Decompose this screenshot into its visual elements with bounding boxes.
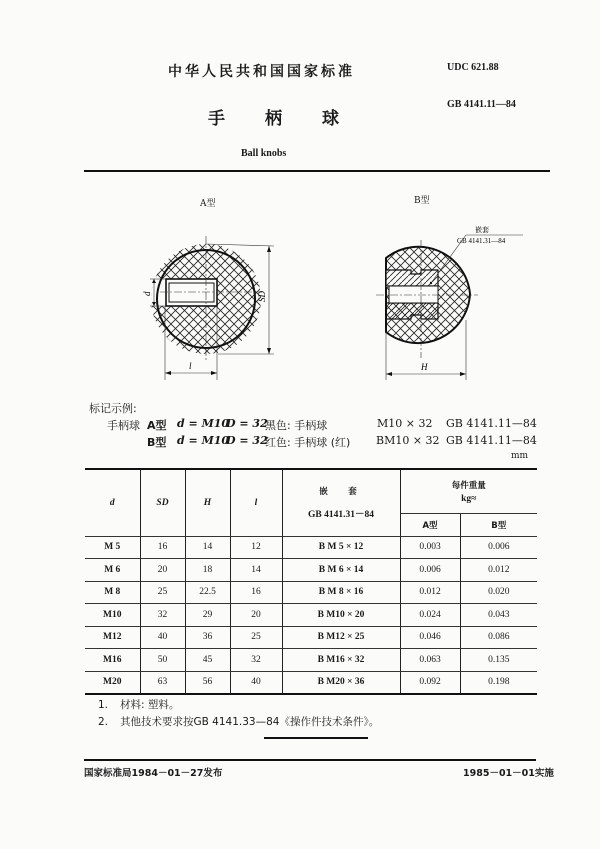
page-subtitle-en: Ball knobs [241, 148, 287, 159]
cell-sd: 25 [140, 581, 185, 604]
note-text: 材料: 塑料。 [120, 699, 180, 711]
marking-code: M10 × 32 [377, 417, 433, 430]
col-header-sd: SD [140, 469, 185, 536]
cell-d: M 6 [85, 559, 140, 582]
col-header-d: d [85, 469, 140, 536]
gb-number: GB 4141.11—84 [447, 99, 516, 110]
marking-name: 手柄球 [107, 419, 140, 432]
marking-d: d = M10 [177, 434, 230, 447]
cell-weight-a: 0.046 [400, 626, 460, 649]
table-row [85, 604, 537, 627]
figure-a-drawing [130, 230, 300, 390]
footer-divider [84, 759, 536, 761]
col-header-weight-b: B型 [460, 513, 537, 536]
marking-title: 标记示例: [89, 402, 137, 415]
cell-weight-a: 0.092 [400, 671, 460, 694]
figure-b-drawing [370, 220, 540, 385]
marking-D: D = 32 [226, 434, 268, 447]
cell-sd: 32 [140, 604, 185, 627]
cell-weight-a: 0.012 [400, 581, 460, 604]
note-item [98, 697, 179, 712]
cell-weight-b: 0.086 [460, 626, 537, 649]
cell-d: M16 [85, 649, 140, 672]
note-number: 1. [98, 699, 109, 711]
cell-sd: 50 [140, 649, 185, 672]
note-text: 其他技术要求按GB 4141.33—84《操作件技术条件》。 [120, 716, 380, 728]
spec-table [85, 468, 537, 695]
cell-sd: 63 [140, 671, 185, 694]
marking-d: d = M10 [177, 417, 230, 430]
end-divider [264, 737, 368, 739]
marking-type: B型 [147, 436, 167, 449]
note-item [98, 714, 379, 729]
marking-std: GB 4141.11—84 [446, 434, 537, 447]
cell-l: 20 [230, 604, 282, 627]
cell-d: M 8 [85, 581, 140, 604]
weight-title: 每件重量 [451, 480, 486, 491]
cell-weight-a: 0.003 [400, 536, 460, 559]
cell-h: 36 [185, 626, 230, 649]
insert-label: 嵌套 [475, 226, 489, 234]
insert-title: 嵌 套 [319, 487, 363, 498]
page-title: 手柄球 [208, 109, 379, 129]
cell-sd: 40 [140, 626, 185, 649]
marking-D: D = 32 [226, 417, 268, 430]
cell-d: M10 [85, 604, 140, 627]
cell-l: 40 [230, 671, 282, 694]
table-row [85, 649, 537, 672]
cell-l: 12 [230, 536, 282, 559]
marking-desc: 红色: 手柄球 (红) [265, 436, 351, 449]
cell-insert: B M16 × 32 [282, 649, 400, 672]
cell-h: 14 [185, 536, 230, 559]
cell-weight-b: 0.135 [460, 649, 537, 672]
marking-std: GB 4141.11—84 [446, 417, 537, 430]
cell-sd: 20 [140, 559, 185, 582]
header-divider [84, 170, 550, 172]
cell-d: M12 [85, 626, 140, 649]
cell-h: 29 [185, 604, 230, 627]
marking-desc: 黑色: 手柄球 [265, 419, 328, 432]
col-header-h: H [185, 469, 230, 536]
cell-weight-b: 0.020 [460, 581, 537, 604]
cell-weight-a: 0.063 [400, 649, 460, 672]
cell-h: 45 [185, 649, 230, 672]
table-row [85, 671, 537, 694]
cell-h: 56 [185, 671, 230, 694]
cell-l: 14 [230, 559, 282, 582]
marking-type: A型 [147, 419, 167, 432]
figure-a-label: A型 [200, 199, 216, 209]
standard-name: 中华人民共和国国家标准 [168, 64, 355, 80]
issue-date: 国家标准局1984－01－27发布 [84, 768, 223, 779]
figure-b-label: B型 [414, 196, 430, 206]
insert-ref: GB 4141.31—84 [457, 237, 506, 245]
weight-unit: kg≈ [461, 493, 477, 504]
effective-date: 1985－01－01实施 [463, 768, 554, 779]
cell-insert: B M 8 × 16 [282, 581, 400, 604]
col-header-l: l [230, 469, 282, 536]
cell-d: M20 [85, 671, 140, 694]
table-row [85, 626, 537, 649]
cell-weight-b: 0.198 [460, 671, 537, 694]
cell-d: M 5 [85, 536, 140, 559]
col-header-weight-a: A型 [400, 513, 460, 536]
dim-l-label: l [189, 361, 192, 371]
marking-code: BM10 × 32 [376, 434, 440, 447]
cell-weight-b: 0.043 [460, 604, 537, 627]
cell-sd: 16 [140, 536, 185, 559]
cell-weight-a: 0.024 [400, 604, 460, 627]
note-number: 2. [98, 716, 109, 728]
table-row [85, 559, 537, 582]
cell-insert: B M 6 × 14 [282, 559, 400, 582]
cell-insert: B M20 × 36 [282, 671, 400, 694]
dim-h-label: H [421, 362, 428, 372]
dim-sd-label: SD [257, 291, 267, 302]
udc-code: UDC 621.88 [447, 62, 499, 73]
cell-insert: B M 5 × 12 [282, 536, 400, 559]
cell-weight-a: 0.006 [400, 559, 460, 582]
cell-l: 32 [230, 649, 282, 672]
cell-insert: B M12 × 25 [282, 626, 400, 649]
col-header-weight [400, 469, 537, 513]
cell-weight-b: 0.006 [460, 536, 537, 559]
cell-l: 16 [230, 581, 282, 604]
unit-label: mm [511, 451, 529, 461]
insert-std: GB 4141.31－84 [308, 510, 374, 521]
table-row [85, 581, 537, 604]
dim-d-label: d [142, 291, 152, 296]
table-row [85, 536, 537, 559]
col-header-insert [282, 469, 400, 536]
cell-l: 25 [230, 626, 282, 649]
cell-weight-b: 0.012 [460, 559, 537, 582]
cell-h: 18 [185, 559, 230, 582]
cell-insert: B M10 × 20 [282, 604, 400, 627]
cell-h: 22.5 [185, 581, 230, 604]
